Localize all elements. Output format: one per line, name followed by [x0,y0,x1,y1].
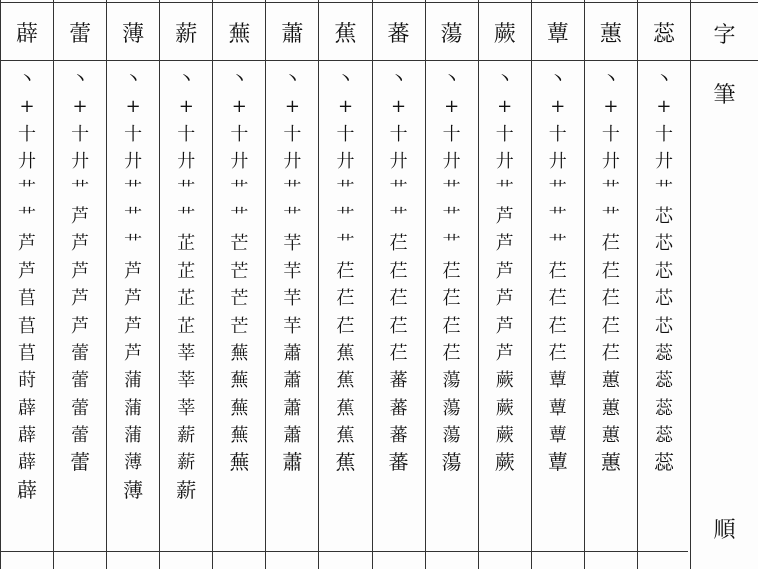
stroke-step: 芢 [389,288,408,310]
stroke-step: 蕈 [548,397,567,419]
stroke-sequence [266,66,318,477]
stroke-step: 十 [654,123,673,145]
stroke-step: + [603,96,619,118]
stroke-step: 十 [18,123,37,145]
stroke-step: 蕪 [230,342,249,364]
stroke-sequence [532,66,584,477]
stroke-step: 芷 [177,260,196,282]
stroke-step: 薪 [177,452,196,474]
stroke-step: + [19,96,35,118]
stroke-step: 芉 [283,288,302,310]
stroke-step: 薜 [18,397,37,419]
stroke-step: 芦 [124,315,143,337]
stroke-step: 艹 [442,205,461,227]
stroke-step: 芒 [230,260,249,282]
stroke-step: 蒲 [124,397,143,419]
stroke-step: 丶 [71,69,90,90]
character-column [212,0,265,569]
stroke-step: 十 [230,123,249,145]
stroke-step: 蕉 [335,450,356,475]
stroke-step: 蕙 [601,370,620,392]
stroke-step: 芢 [601,260,620,282]
stroke-step: 十 [442,123,461,145]
label-header-char: 字 [713,23,736,48]
stroke-step: 苢 [18,342,37,364]
stroke-step: + [125,96,141,118]
stroke-step: 芉 [283,315,302,337]
stroke-step: 芢 [336,260,355,282]
character-column [159,0,212,569]
stroke-step: 蕩 [442,370,461,392]
stroke-step: 莘 [177,370,196,392]
stroke-step: 芦 [495,342,514,364]
stroke-step: + [72,96,88,118]
stroke-step: 薪 [176,477,197,502]
stroke-step: 艹 [389,205,408,227]
column-header-char: 薜 [16,21,39,47]
stroke-step: 芢 [601,315,620,337]
stroke-step: 芦 [124,342,143,364]
stroke-step: 芦 [71,233,90,255]
stroke-step: 廾 [177,151,196,173]
character-column [478,0,531,569]
stroke-sequence [373,66,425,477]
stroke-step: 蕉 [336,370,355,392]
stroke-step: 蕾 [71,342,90,364]
stroke-step: 艹 [18,205,37,227]
character-column [265,0,318,569]
stroke-step: 廾 [389,151,408,173]
stroke-step: 廾 [654,151,673,173]
stroke-step: 蕃 [388,450,409,475]
character-column [53,0,106,569]
stroke-step: 十 [548,123,567,145]
stroke-step: 廾 [18,151,37,173]
stroke-step: 艹 [548,178,567,200]
stroke-step: 芷 [177,233,196,255]
stroke-step: 芢 [548,315,567,337]
stroke-step: 蕪 [230,370,249,392]
stroke-step: 丶 [495,69,514,90]
stroke-step: 十 [124,123,143,145]
stroke-step: 芒 [230,315,249,337]
stroke-step: 艹 [124,205,143,227]
stroke-step: 蕭 [283,425,302,447]
stroke-step: 芦 [71,288,90,310]
stroke-step: 蕨 [494,450,515,475]
stroke-sequence [479,66,531,477]
stroke-step: 蕩 [442,425,461,447]
stroke-step: 薜 [18,425,37,447]
stroke-step: 芢 [442,288,461,310]
stroke-step: 芢 [389,233,408,255]
stroke-step: 蕨 [495,425,514,447]
stroke-step: 廾 [548,151,567,173]
stroke-sequence [160,66,212,504]
column-header-char: 蕊 [652,21,675,47]
stroke-step: 芷 [177,315,196,337]
stroke-step: 艹 [336,233,355,255]
stroke-step: 艹 [442,233,461,255]
stroke-step: 芢 [442,315,461,337]
stroke-step: 苢 [18,315,37,337]
stroke-sequence [319,66,371,477]
stroke-step: 艹 [283,178,302,200]
stroke-step: 蕉 [336,397,355,419]
stroke-step: 蕭 [283,370,302,392]
stroke-step: 廾 [495,151,514,173]
label-bottom-char: 順 [713,518,736,543]
stroke-step: 芢 [442,260,461,282]
stroke-step: 芉 [283,233,302,255]
stroke-step: 蕨 [495,397,514,419]
stroke-sequence [638,66,690,477]
stroke-sequence [107,66,159,504]
stroke-step: 蕊 [654,425,673,447]
stroke-step: 艹 [124,233,143,255]
stroke-step: 蕭 [282,450,303,475]
stroke-step: 蕃 [389,370,408,392]
stroke-step: + [178,96,194,118]
stroke-step: 艹 [336,178,355,200]
stroke-step: 薜 [17,477,38,502]
stroke-step: 十 [601,123,620,145]
stroke-sequence [426,66,478,477]
stroke-step: 蕪 [229,450,250,475]
stroke-step: 蕪 [230,425,249,447]
stroke-step: 丶 [18,69,37,90]
stroke-step: 蕊 [653,450,674,475]
stroke-step: 蕊 [654,397,673,419]
stroke-step: 芢 [336,315,355,337]
stroke-step: 丶 [548,69,567,90]
stroke-step: 蕉 [336,425,355,447]
column-header-char: 蕈 [546,21,569,47]
stroke-step: 芢 [442,342,461,364]
column-header-char: 薪 [175,21,198,47]
stroke-step: + [284,96,300,118]
stroke-step: 芦 [71,315,90,337]
stroke-step: 十 [495,123,514,145]
stroke-step: 十 [389,123,408,145]
character-column [637,0,690,569]
stroke-step: 芒 [230,233,249,255]
stroke-step: + [444,96,460,118]
stroke-step: 蕃 [389,425,408,447]
stroke-step: 蕾 [70,450,91,475]
stroke-step: 芒 [230,288,249,310]
stroke-step: 廾 [283,151,302,173]
stroke-step: 丶 [177,69,196,90]
stroke-step: 艹 [442,178,461,200]
stroke-step: 艹 [124,178,143,200]
stroke-step: 芦 [124,260,143,282]
character-column [106,0,159,569]
stroke-step: 蕙 [601,425,620,447]
stroke-step: 艹 [495,178,514,200]
stroke-step: 芢 [389,260,408,282]
stroke-step: 蕾 [71,370,90,392]
stroke-step: 廾 [124,151,143,173]
stroke-step: 蕾 [71,425,90,447]
column-header-char: 蕾 [69,21,92,47]
stroke-step: 十 [336,123,355,145]
stroke-step: 艹 [230,178,249,200]
stroke-step: 芢 [389,342,408,364]
stroke-step: 芷 [177,288,196,310]
stroke-step: 芯 [654,205,673,227]
stroke-step: 丶 [442,69,461,90]
stroke-step: 丶 [336,69,355,90]
stroke-step: 艹 [71,178,90,200]
stroke-step: 艹 [601,205,620,227]
stroke-step: 十 [71,123,90,145]
stroke-step: 薄 [124,452,143,474]
stroke-step: 芦 [18,233,37,255]
stroke-step: 廾 [336,151,355,173]
stroke-step: 丶 [601,69,620,90]
column-header-char: 蕭 [281,21,304,47]
column-header-char: 蕪 [228,21,251,47]
stroke-step: + [550,96,566,118]
stroke-step: 艹 [283,205,302,227]
stroke-step: 芢 [548,288,567,310]
stroke-step: 芦 [495,205,514,227]
stroke-step: 莘 [177,397,196,419]
character-column [318,0,371,569]
stroke-step: 芦 [71,260,90,282]
stroke-step: 芢 [548,260,567,282]
stroke-sequence [54,66,106,477]
stroke-sequence [585,66,637,477]
stroke-step: 蕈 [547,450,568,475]
stroke-step: 蕩 [442,397,461,419]
column-header-char: 薄 [122,21,145,47]
stroke-step: 蕉 [336,342,355,364]
stroke-step: 十 [283,123,302,145]
stroke-step: + [391,96,407,118]
stroke-step: + [656,96,672,118]
stroke-step: 芢 [336,288,355,310]
stroke-step: + [231,96,247,118]
stroke-step: 丶 [230,69,249,90]
stroke-step: 芢 [601,342,620,364]
stroke-step: 蕪 [230,397,249,419]
stroke-step: 廾 [601,151,620,173]
stroke-step: 蒲 [124,370,143,392]
column-header-char: 蕃 [387,21,410,47]
stroke-step: 蕈 [548,370,567,392]
stroke-step: 蕙 [601,397,620,419]
stroke-step: 艹 [230,205,249,227]
stroke-step: 蕾 [71,397,90,419]
stroke-step: 艹 [601,178,620,200]
stroke-step: 薪 [177,425,196,447]
stroke-step: 芢 [601,288,620,310]
label-column [690,0,758,569]
stroke-step: 蕊 [654,370,673,392]
stroke-step: 蕭 [283,342,302,364]
label-middle-char: 筆 [713,83,736,108]
stroke-step: 芯 [654,288,673,310]
stroke-step: 廾 [71,151,90,173]
stroke-step: 艹 [336,205,355,227]
character-column [584,0,637,569]
stroke-step: 蕙 [600,450,621,475]
stroke-step: 芦 [495,315,514,337]
stroke-step: 蕭 [283,397,302,419]
stroke-step: 十 [177,123,196,145]
stroke-step: 蒲 [124,425,143,447]
stroke-step: 艹 [654,178,673,200]
stroke-step: 芢 [601,233,620,255]
character-column [0,0,53,569]
stroke-step: 芉 [283,260,302,282]
stroke-step: 芦 [495,233,514,255]
stroke-step: 蕈 [548,425,567,447]
stroke-step: 艹 [177,205,196,227]
stroke-step: 莘 [177,342,196,364]
stroke-step: 芢 [548,342,567,364]
stroke-step: 芯 [654,260,673,282]
column-header-char: 蕉 [334,21,357,47]
stroke-step: 蕊 [654,342,673,364]
stroke-step: + [337,96,354,118]
stroke-step: 艹 [548,233,567,255]
stroke-step: 芦 [18,260,37,282]
stroke-step: 芢 [389,315,408,337]
character-column [372,0,425,569]
stroke-step: 艹 [18,178,37,200]
stroke-step: 芦 [495,260,514,282]
character-column [425,0,478,569]
stroke-step: 芯 [654,315,673,337]
stroke-step: 丶 [283,69,302,90]
stroke-step: 蕃 [389,397,408,419]
stroke-step: 薜 [18,452,37,474]
stroke-sequence [213,66,265,477]
stroke-step: 艹 [389,178,408,200]
stroke-step: 廾 [230,151,249,173]
stroke-step: 薄 [123,477,144,502]
stroke-step: 丶 [654,69,673,90]
stroke-step: 廾 [442,151,461,173]
stroke-step: 艹 [177,178,196,200]
stroke-sequence [1,66,53,504]
stroke-step: 芦 [495,288,514,310]
column-header-char: 蕨 [493,21,516,47]
stroke-step: 蕩 [441,450,462,475]
column-header-char: 蕩 [440,21,463,47]
stroke-step: 苢 [18,288,37,310]
stroke-step: 艹 [548,205,567,227]
stroke-step: + [497,96,513,118]
stroke-step: 丶 [124,69,143,90]
stroke-step: 蕨 [495,370,514,392]
stroke-step: 芦 [71,205,90,227]
stroke-step: 丶 [389,69,408,90]
stroke-step: 芦 [124,288,143,310]
character-column [531,0,584,569]
stroke-step: 莳 [18,370,37,392]
column-header-char: 蕙 [599,21,622,47]
stroke-step: 芯 [654,233,673,255]
